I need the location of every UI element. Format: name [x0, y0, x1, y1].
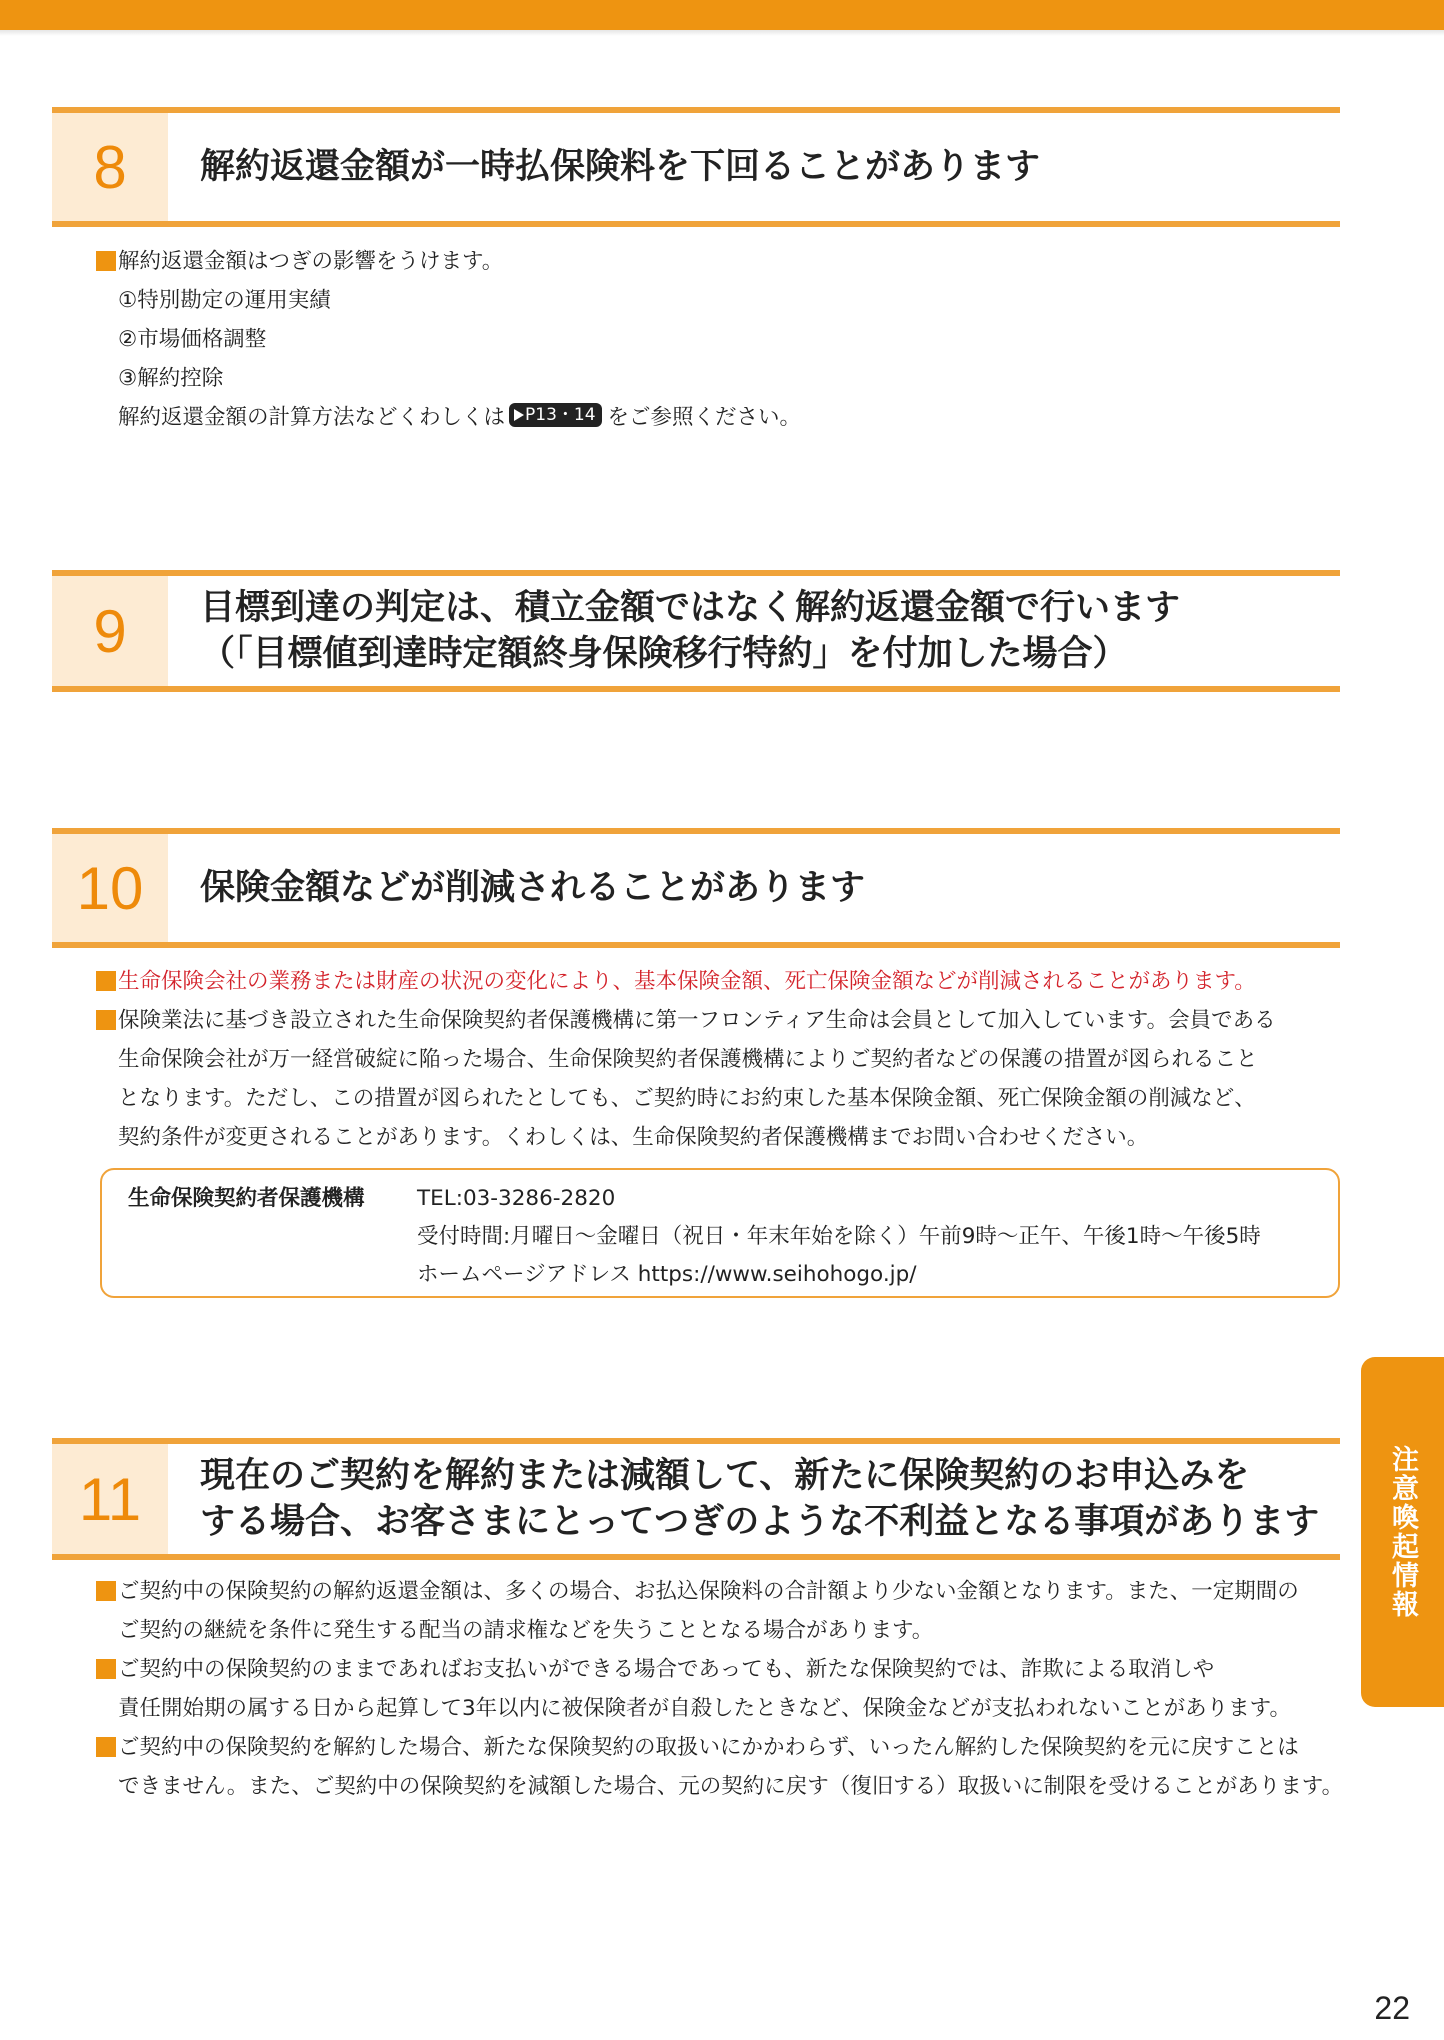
section-8-title — [200, 113, 1330, 221]
bullet-square-icon — [96, 1010, 116, 1030]
section-11-body — [96, 1572, 1346, 1806]
section-8-body — [96, 242, 1346, 437]
section-11-title-line: する場合、お客さまにとってつぎのような不利益となる事項があります — [200, 1502, 1320, 1542]
section-9-title-line: （「目標値到達時定額終身保険移行特約」を付加した場合） — [200, 634, 1128, 674]
contact-hours: 受付時間:月曜日～金曜日（祝日・年末年始を除く）午前9時～正午、午後1時～午後5時 — [417, 1224, 1261, 1249]
top-accent-bar — [0, 0, 1444, 30]
page-number: 22 — [1374, 1990, 1410, 2026]
contact-website-link[interactable]: ホームページアドレス https://www.seihohogo.jp/ — [417, 1262, 917, 1287]
bullet-text — [118, 1728, 1343, 1806]
section-9-title-line: 目標到達の判定は、積立金額ではなく解約返還金額で行います — [200, 588, 1181, 628]
section-8-item: ③解約控除 — [118, 366, 224, 391]
bullet-text — [118, 1650, 1291, 1728]
section-11-title — [200, 1444, 1330, 1554]
section-11-bullet — [96, 1650, 1346, 1728]
bullet-line: ご契約の継続を条件に発生する配当の請求権などを失うこととなる場合があります。 — [118, 1618, 934, 1643]
section-11-number: 11 — [52, 1444, 168, 1554]
bullet-line: ご契約中の保険契約の解約返還金額は、多くの場合、お払込保険料の合計額より少ない金額となります。また、一定期間の — [118, 1579, 1299, 1604]
top-bar-shadow — [0, 30, 1444, 36]
section-8-item: ②市場価格調整 — [118, 327, 267, 352]
play-triangle-icon — [513, 408, 525, 422]
bullet-line: 保険業法に基づき設立された生命保険契約者保護機構に第一フロンティア生命は会員として加入しています。会員である — [118, 1008, 1276, 1033]
section-10-title — [200, 834, 1330, 942]
bullet-line: 契約条件が変更されることがあります。くわしくは、生命保険契約者保護機構までお問い合わせください。 — [118, 1125, 1149, 1150]
section-8-header — [52, 107, 1340, 227]
section-9-title — [200, 576, 1330, 686]
page-reference-badge[interactable] — [509, 403, 602, 427]
section-8-intro-text: 解約返還金額はつぎの影響をうけます。 — [118, 249, 504, 274]
page-reference-label: P13・14 — [525, 405, 596, 425]
section-11-title-line: 現在のご契約を解約または減額して、新たに保険契約のお申込みを — [200, 1456, 1250, 1496]
contact-tel: TEL:03-3286-2820 — [417, 1186, 616, 1211]
bullet-line: できません。また、ご契約中の保険契約を減額した場合、元の契約に戻す（復旧する）取扱いに制限を受けることがあります。 — [118, 1774, 1344, 1799]
bullet-text — [118, 962, 1256, 1001]
bullet-line: 生命保険会社が万一経営破綻に陥った場合、生命保険契約者保護機構によりご契約者などの保護の措置が図られること — [118, 1047, 1258, 1072]
contact-org-name: 生命保険契約者保護機構 — [128, 1186, 365, 1211]
section-11-header — [52, 1438, 1340, 1560]
section-10-header — [52, 828, 1340, 948]
section-8-title-line: 解約返還金額が一時払保険料を下回ることがあります — [200, 147, 1041, 187]
section-10-title-line: 保険金額などが削減されることがあります — [200, 868, 866, 908]
bullet-square-icon — [96, 971, 116, 991]
contact-info-box — [100, 1168, 1340, 1298]
reference-prefix: 解約返還金額の計算方法などくわしくは — [118, 405, 506, 430]
section-10-body — [96, 962, 1346, 1157]
section-11-bullet — [96, 1572, 1346, 1650]
bullet-square-icon — [96, 1659, 116, 1679]
bullet-line: ご契約中の保険契約のままであればお支払いができる場合であっても、新たな保険契約では、詐欺による取消しや — [118, 1657, 1215, 1682]
section-8-intro — [96, 242, 1346, 281]
section-9-number: 9 — [52, 576, 168, 686]
section-8-item: ①特別勘定の運用実績 — [118, 288, 331, 313]
side-index-tab[interactable] — [1361, 1357, 1444, 1707]
section-8-reference — [96, 398, 1346, 437]
contact-details — [417, 1180, 1261, 1294]
bullet-line: ご契約中の保険契約を解約した場合、新たな保険契約の取扱いにかかわらず、いったん解約した保険契約を元に戻すことは — [118, 1735, 1299, 1760]
bullet-square-icon — [96, 1581, 116, 1601]
section-11-bullet — [96, 1728, 1346, 1806]
reference-suffix: をご参照ください。 — [607, 405, 802, 430]
bullet-square-icon — [96, 1737, 116, 1757]
section-9-header — [52, 570, 1340, 692]
bullet-line: 生命保険会社の業務または財産の状況の変化により、基本保険金額、死亡保険金額などが削減されることがあります。 — [118, 969, 1256, 994]
section-10-warning-bullet — [96, 962, 1346, 1001]
section-10-number: 10 — [52, 834, 168, 942]
bullet-line: 責任開始期の属する日から起算して3年以内に被保険者が自殺したときなど、保険金などが支払われないことがあります。 — [118, 1696, 1291, 1721]
section-8-number: 8 — [52, 113, 168, 221]
bullet-text — [118, 1001, 1276, 1157]
side-index-tab-label: 注意喚起情報 — [1387, 1445, 1418, 1619]
bullet-line: となります。ただし、この措置が図られたとしても、ご契約時にお約束した基本保険金額、死亡保険金額の削減など、 — [118, 1086, 1256, 1111]
section-10-bullet — [96, 1001, 1346, 1157]
bullet-text — [118, 1572, 1299, 1650]
bullet-square-icon — [96, 251, 116, 271]
